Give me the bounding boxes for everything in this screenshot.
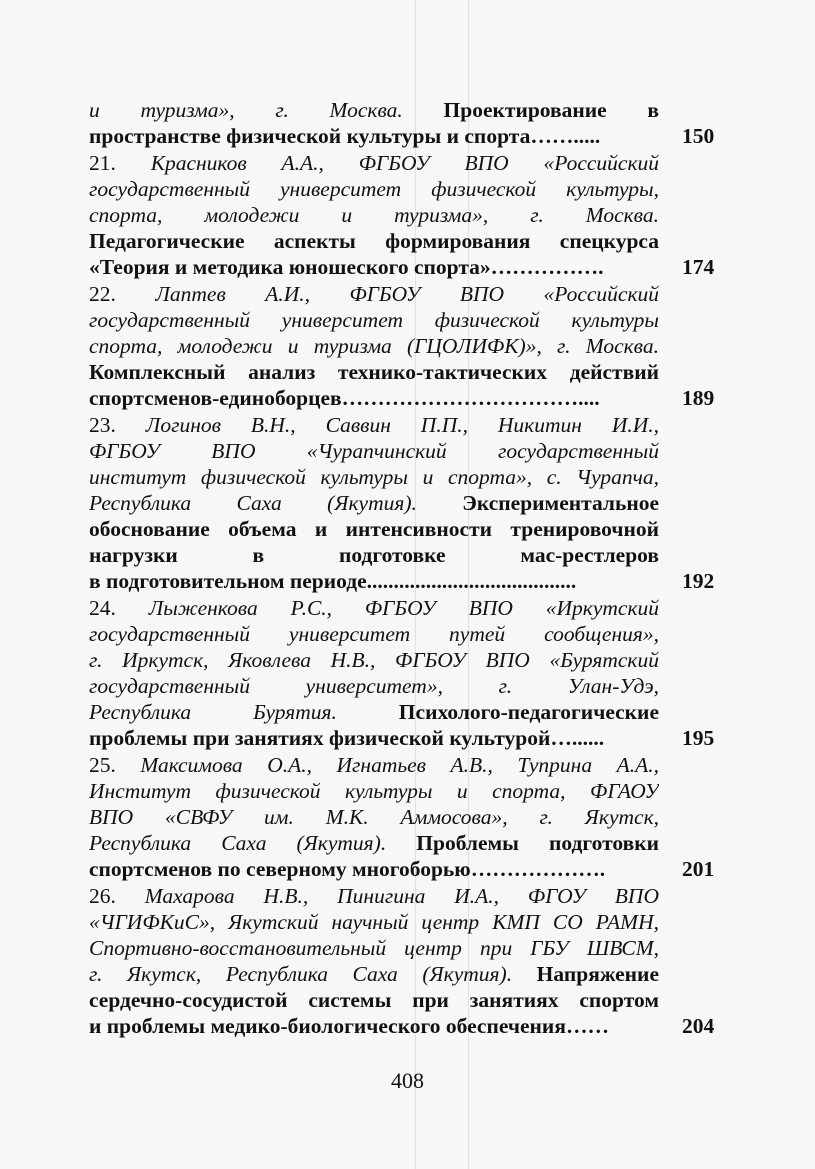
entry-authors: Лаптев А.И., ФГБОУ ВПО «Российский	[155, 282, 659, 306]
entry-number: 21.	[89, 151, 116, 175]
toc-line: обоснование объема и интенсивности тренировочной	[89, 517, 659, 541]
page-number: 174	[682, 255, 715, 279]
toc-line: институт физической культуры и спорта», с. Чурапча,	[89, 465, 659, 489]
entry-title: Проблемы подготовки	[416, 831, 659, 855]
toc-line: государственный университет», г. Улан-Удэ,	[89, 674, 659, 698]
toc-line: государственный университет физической культуры,	[89, 177, 659, 201]
page-number: 201	[682, 857, 715, 881]
toc-line: «ЧГИФКиС», Якутский научный центр КМП СО РАМН,	[89, 910, 659, 934]
toc-line	[89, 412, 659, 438]
toc-line: «Теория и методика юношеского спорта»…………….	[89, 255, 604, 279]
entry-authors: и туризма», г. Москва.	[89, 98, 403, 122]
entry-number: 23.	[89, 413, 116, 437]
toc-line: ФГБОУ ВПО «Чурапчинский государственный	[89, 439, 659, 463]
toc-line: пространстве физической культуры и спорта…….....	[89, 124, 601, 148]
entry-authors: Махарова Н.В., Пинигина И.А., ФГОУ ВПО	[144, 884, 659, 908]
toc-line: нагрузки в подготовке мас-рестлеров	[89, 543, 659, 567]
toc-line: государственный университет физической культуры	[89, 308, 659, 332]
page-folio: 408	[391, 1068, 424, 1093]
toc-line: и проблемы медико-биологического обеспечения……	[89, 1014, 609, 1038]
toc-line	[89, 490, 659, 516]
toc-line	[89, 281, 659, 307]
entry-authors: Лыженкова Р.С., ФГБОУ ВПО «Иркутский	[148, 596, 659, 620]
toc-line: Институт физической культуры и спорта, ФГАОУ	[89, 779, 659, 803]
entry-place: Республика Саха (Якутия).	[89, 491, 417, 515]
entry-place: г. Якутск, Республика Саха (Якутия).	[89, 962, 513, 986]
toc-line	[89, 961, 659, 987]
entry-authors: Логинов В.Н., Саввин П.П., Никитин И.И.,	[145, 413, 659, 437]
page-number: 195	[682, 726, 715, 750]
toc-line: Комплексный анализ технико-тактических действий	[89, 360, 659, 384]
entry-title: Экспериментальное	[462, 491, 659, 515]
page-number: 192	[682, 569, 715, 593]
entry-authors: Максимова О.А., Игнатьев А.В., Туприна А.А.,	[140, 753, 659, 777]
toc-line	[89, 752, 659, 778]
entry-number: 26.	[89, 884, 116, 908]
page-number: 189	[682, 386, 715, 410]
entry-title: Психолого-педагогические	[398, 700, 659, 724]
toc-line	[89, 150, 659, 176]
entry-title: Проектирование в	[443, 98, 659, 122]
toc-line: государственный университет путей сообщения»,	[89, 622, 659, 646]
toc-line	[89, 595, 659, 621]
entry-title: Напряжение	[536, 962, 659, 986]
page-number: 150	[682, 124, 715, 148]
toc-line: проблемы при занятиях физической культурой…......	[89, 726, 605, 750]
toc-line	[89, 699, 659, 725]
toc-line: спортсменов по северному многоборью……………….	[89, 857, 606, 881]
entry-number: 22.	[89, 282, 116, 306]
toc-line: ВПО «СВФУ им. М.К. Аммосова», г. Якутск,	[89, 805, 659, 829]
toc-line	[89, 830, 659, 856]
toc-line: Педагогические аспекты формирования спецкурса	[89, 229, 659, 253]
toc-line: г. Иркутск, Яковлева Н.В., ФГБОУ ВПО «Бурятский	[89, 648, 659, 672]
entry-authors: Красников А.А., ФГБОУ ВПО «Российский	[150, 151, 659, 175]
toc-line	[89, 97, 659, 123]
toc-line: Спортивно-восстановительный центр при ГБУ ШВСМ,	[89, 936, 659, 960]
toc-line: спорта, молодежи и туризма (ГЦОЛИФК)», г. Москва.	[89, 334, 659, 358]
entry-place: Республика Саха (Якутия).	[89, 831, 387, 855]
toc-line: в подготовительном периоде.......................................	[89, 569, 577, 593]
toc-line: сердечно-сосудистой системы при занятиях спортом	[89, 988, 659, 1012]
entry-number: 24.	[89, 596, 116, 620]
page-number: 204	[682, 1014, 715, 1038]
toc-line: спорта, молодежи и туризма», г. Москва.	[89, 203, 659, 227]
toc-line	[89, 883, 659, 909]
entry-place: Республика Бурятия.	[89, 700, 337, 724]
toc-line: спортсменов-единоборцев……………………………....	[89, 386, 600, 410]
entry-number: 25.	[89, 753, 116, 777]
